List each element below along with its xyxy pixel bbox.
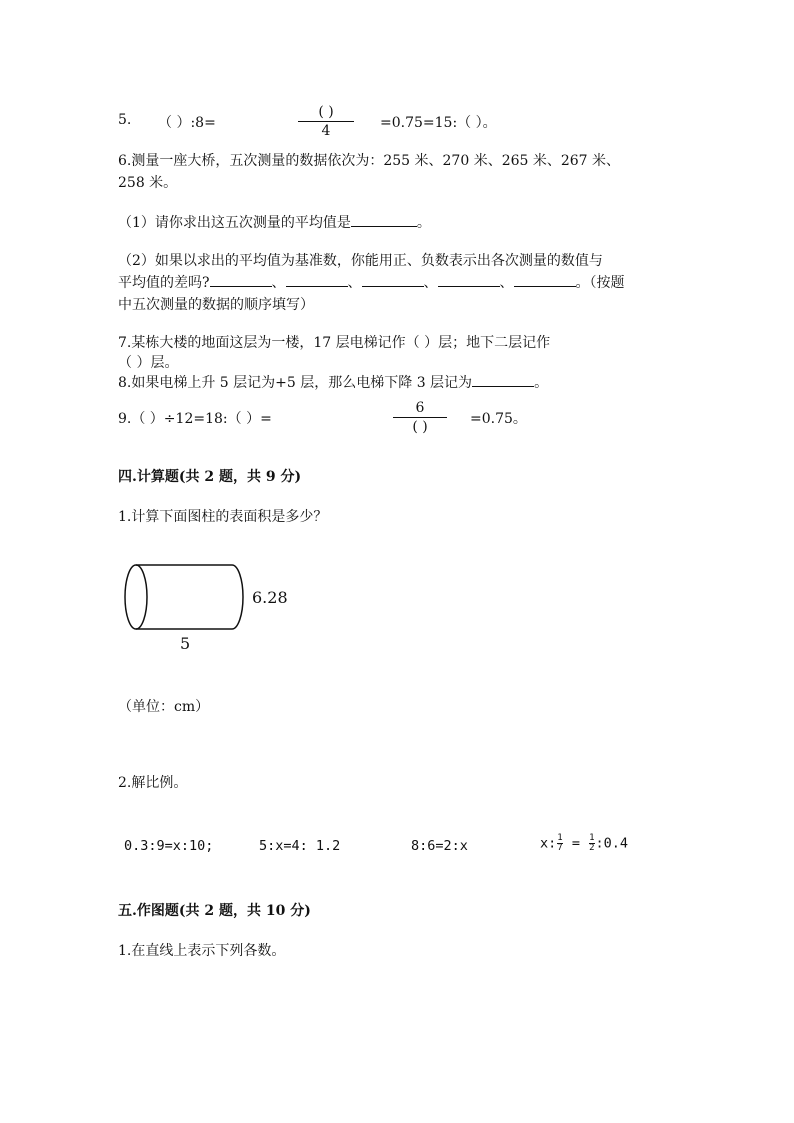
section4-q1: 1.计算下面图柱的表面积是多少？ [118, 509, 328, 525]
q5-prefix: 5. [118, 112, 132, 128]
section5-q1: 1.在直线上表示下列各数。 [118, 943, 286, 959]
q8-text: 8.如果电梯上升 5 层记为+5 层，那么电梯下降 3 层记为 [118, 375, 473, 391]
q6-part2-start: 平均值的差吗? [118, 275, 210, 291]
equation-4 [540, 834, 628, 853]
q7-line2: （ ）层。 [118, 355, 179, 371]
equation-1: 0.3:9=x:10; [124, 838, 214, 854]
q8 [118, 372, 548, 392]
cylinder-figure [120, 560, 250, 636]
fraction-numerator: 1 [557, 833, 563, 843]
unit-label: （单位：cm） [118, 699, 210, 715]
q5-fraction-denominator: 4 [321, 123, 331, 139]
answer-blank[interactable] [362, 272, 424, 287]
q6-line2: 258 米。 [118, 175, 178, 191]
cylinder-right-arc [232, 565, 243, 629]
separator: 、 [271, 275, 286, 291]
section5-heading: 五.作图题(共 2 题，共 10 分) [118, 903, 311, 919]
equation-4-part-b: = [563, 835, 589, 852]
q6-line1: 6.测量一座大桥，五次测量的数据依次为：255 米、270 米、265 米、267 米、 [118, 153, 621, 169]
q5-fraction-numerator: ( ) [318, 104, 334, 120]
fraction-denominator: 2 [589, 843, 595, 853]
q6-part2-line3: 中五次测量的数据的顺序填写） [118, 297, 314, 313]
answer-blank[interactable] [351, 212, 417, 227]
separator: 、 [423, 275, 438, 291]
fraction-bar [393, 417, 447, 418]
q8-end: 。 [534, 375, 549, 391]
q9-prefix: 9.（ ）÷12=18:（ ）= [118, 411, 272, 427]
q6-part2-end: 。（按题 [575, 275, 625, 291]
section4-heading: 四.计算题(共 2 题，共 9 分) [118, 469, 302, 485]
q9-fraction-numerator: 6 [415, 400, 425, 416]
equation-4-part-c: :0.4 [595, 835, 629, 852]
section4-q2: 2.解比例。 [118, 775, 188, 791]
fraction-denominator: 7 [557, 843, 563, 853]
answer-blank[interactable] [514, 272, 576, 287]
q5-ratio: （ ）:8= [158, 115, 216, 131]
separator: 、 [499, 275, 514, 291]
q5-suffix: =0.75=15:（ ）。 [380, 115, 497, 131]
equation-4-part-a: x: [540, 835, 557, 852]
equation-3: 8:6=2:x [411, 838, 468, 854]
q6-part1-end: 。 [416, 215, 431, 231]
q6-part1 [118, 212, 431, 232]
q6-part1-text: （1）请你求出这五次测量的平均值是 [118, 215, 351, 231]
q6-part2-line1: （2）如果以求出的平均值为基准数，你能用正、负数表示出各次测量的数值与 [118, 253, 603, 269]
q9-fraction [393, 400, 447, 435]
q9-fraction-denominator: ( ) [412, 419, 428, 435]
q7-line1: 7.某栋大楼的地面这层为一楼，17 层电梯记作（ ）层；地下二层记作 [118, 335, 551, 351]
q6-part2-line2 [118, 272, 625, 292]
q9-suffix: =0.75。 [470, 411, 527, 427]
equation-4-fraction-2 [589, 834, 594, 853]
equation-2: 5:x=4: 1.2 [259, 838, 341, 854]
answer-blank[interactable] [210, 272, 272, 287]
separator: 、 [347, 275, 362, 291]
q5-fraction [298, 104, 354, 139]
answer-blank[interactable] [472, 372, 534, 387]
cylinder-length-label: 5 [180, 634, 191, 653]
cylinder-left-ellipse [125, 565, 147, 629]
answer-blank[interactable] [286, 272, 348, 287]
cylinder-height-label: 6.28 [252, 588, 288, 607]
fraction-numerator: 1 [589, 833, 595, 843]
answer-blank[interactable] [438, 272, 500, 287]
fraction-bar [298, 121, 354, 122]
equation-4-fraction-1 [557, 834, 562, 853]
